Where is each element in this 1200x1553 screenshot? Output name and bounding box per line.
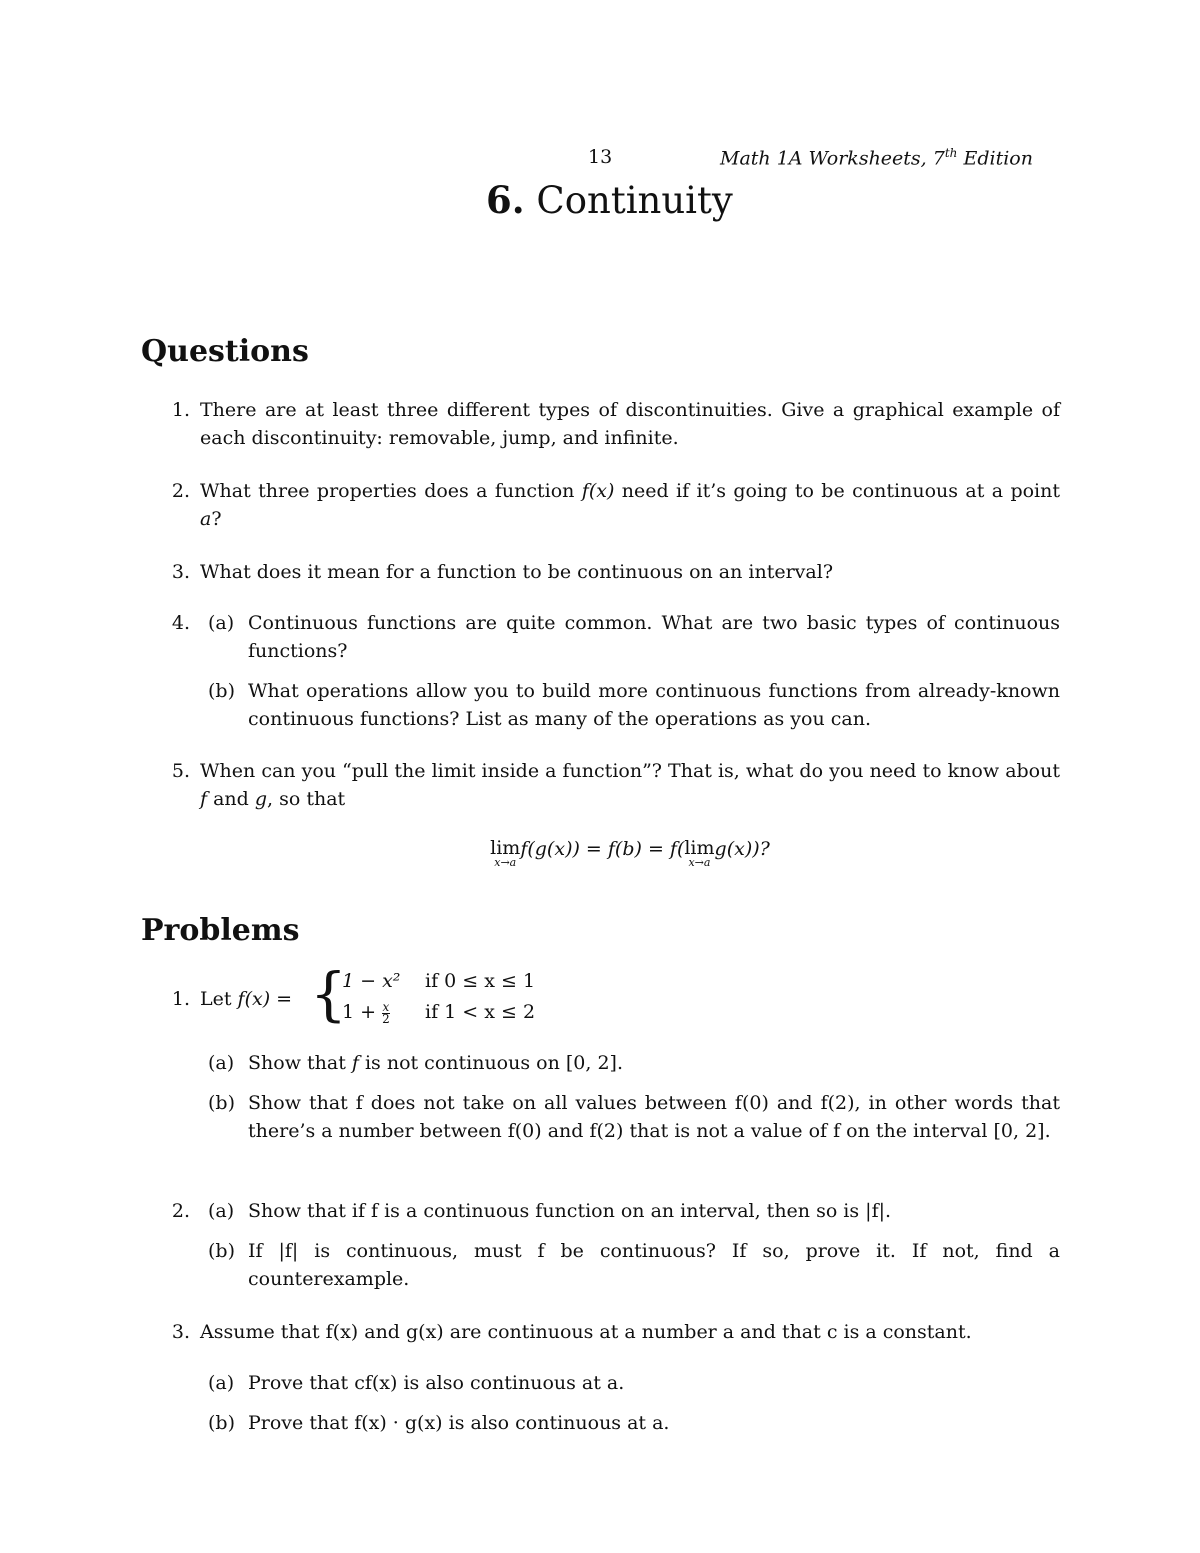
problem-3a-label: (a) <box>208 1372 235 1394</box>
problem-1a-f: f <box>351 1052 359 1074</box>
running-title: Math 1A Worksheets, 7 <box>720 147 945 170</box>
problem-1-number: 1. <box>171 988 190 1010</box>
question-4b-label: (b) <box>208 680 235 702</box>
problem-3-number: 3. <box>171 1321 190 1343</box>
problem-3b-text: Prove that f(x) · g(x) is also continuous at a. <box>248 1412 670 1434</box>
question-4a-label: (a) <box>208 612 235 634</box>
equation-part-1: f(g(x)) = f(b) = f( <box>520 838 685 860</box>
question-5-pre: When can you “pull the limit inside a function”? That is, what do you need to know about <box>200 760 1060 782</box>
questions-heading: Questions <box>141 334 309 369</box>
limit-1-label: lim <box>490 837 521 859</box>
problem-2-number: 2. <box>171 1200 190 1222</box>
question-3-text: What does it mean for a function to be continuous on an interval? <box>200 561 834 583</box>
question-2-fx: f(x) <box>581 480 615 502</box>
question-2-text <box>200 477 1060 533</box>
case-1-condition: if 0 ≤ x ≤ 1 <box>425 970 536 992</box>
question-4a-text: Continuous functions are quite common. What are two basic types of continuous functions? <box>248 612 1060 662</box>
question-2-a: a <box>200 508 212 530</box>
page-number: 13 <box>588 146 613 168</box>
problem-2b-label: (b) <box>208 1240 235 1262</box>
problem-1-definition <box>200 985 292 1013</box>
problem-1a-pre: Show that <box>248 1052 352 1074</box>
fraction-numerator: x <box>382 999 390 1014</box>
running-header <box>720 146 1033 169</box>
chapter-number: 6. <box>486 178 525 222</box>
question-2-post: ? <box>211 508 222 530</box>
problem-3a-text: Prove that cf(x) is also continuous at a. <box>248 1372 625 1394</box>
problem-1-fx: f(x) <box>237 988 271 1010</box>
problem-3-text: Assume that f(x) and g(x) are continuous at a number a and that c is a constant. <box>200 1321 972 1343</box>
chapter-title <box>486 178 733 222</box>
question-4b-text: What operations allow you to build more continuous functions from already-known continuous functions? List as many of the operations as you can. <box>248 680 1060 730</box>
problem-1-equals: = <box>270 988 293 1010</box>
running-superscript: th <box>944 146 958 160</box>
problem-1b-label: (b) <box>208 1092 235 1114</box>
question-2-number: 2. <box>171 480 190 502</box>
chapter-name: Continuity <box>536 179 733 222</box>
limit-2 <box>684 838 714 868</box>
question-5-g: g <box>254 788 268 810</box>
question-1-number: 1. <box>171 399 190 421</box>
question-2-mid: need if it’s going to be continuous at a point <box>614 480 1060 502</box>
limit-2-label: lim <box>684 837 715 859</box>
problem-2b-text: If |f| is continuous, must f be continuous? If so, prove it. If not, find a counterexample. <box>248 1240 1060 1290</box>
problem-1-let: Let <box>200 988 238 1010</box>
fraction-denominator: 2 <box>382 1011 390 1026</box>
question-5-text <box>200 757 1060 813</box>
limit-1-subscript: x→a <box>494 856 517 869</box>
limit-2-subscript: x→a <box>688 856 711 869</box>
question-5-post: , so that <box>267 788 346 810</box>
problems-heading: Problems <box>141 913 300 948</box>
case-2-expr-text: 1 + <box>342 1001 383 1023</box>
problem-1a-text <box>248 1049 1060 1077</box>
question-4-number: 4. <box>171 612 190 634</box>
question-5-f: f <box>200 788 208 810</box>
problem-1b-text: Show that f does not take on all values between f(0) and f(2), in other words that there’s a number between f(0) and f(2) that is not a value of f on the interval [0, 2]. <box>248 1092 1060 1142</box>
case-1-expression: 1 − x² <box>342 970 401 992</box>
case-2-expression <box>342 998 390 1026</box>
problem-1a-label: (a) <box>208 1052 235 1074</box>
limit-1 <box>490 838 520 868</box>
equation-part-2: g(x))? <box>714 838 770 860</box>
problem-3b-label: (b) <box>208 1412 235 1434</box>
question-5-and: and <box>207 788 255 810</box>
case-2-condition: if 1 < x ≤ 2 <box>425 1001 536 1023</box>
problem-2a-text: Show that if f is a continuous function on an interval, then so is |f|. <box>248 1200 892 1222</box>
question-3-number: 3. <box>171 561 190 583</box>
problem-1a-post: is not continuous on [0, 2]. <box>358 1052 623 1074</box>
problem-2a-label: (a) <box>208 1200 235 1222</box>
question-1-text: There are at least three different types of discontinuities. Give a graphical example of each discontinuity: removable, jump, and infinite. <box>200 399 1060 449</box>
running-suffix: Edition <box>957 147 1033 170</box>
limit-equation <box>200 838 1060 868</box>
case-2-fraction <box>382 999 390 1026</box>
question-2-pre: What three properties does a function <box>200 480 582 502</box>
question-5-number: 5. <box>171 760 190 782</box>
piecewise-brace: { <box>310 960 347 1028</box>
